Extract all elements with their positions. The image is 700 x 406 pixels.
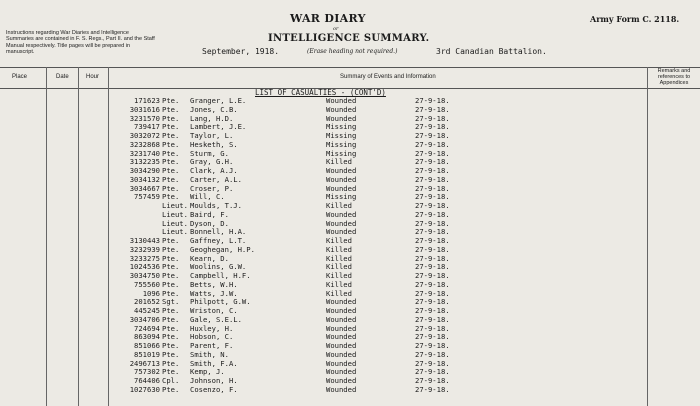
rank: Pte. [162, 332, 180, 342]
casualty-status: Missing [326, 148, 357, 158]
col-date: Date [56, 74, 69, 80]
soldier-name: Lambert, J.E. [190, 122, 247, 132]
soldier-name: Wriston, C. [190, 306, 238, 315]
casualty-date: 27-9-18. [415, 157, 450, 167]
casualty-status: Killed [326, 253, 352, 263]
rank: Pte. [162, 122, 180, 132]
casualty-date: 27-9-18. [415, 122, 450, 132]
casualty-date: 27-9-18. [415, 262, 450, 272]
service-number: 1024536 [129, 262, 160, 272]
service-number: 1096 [142, 288, 160, 298]
service-number: 863094 [134, 332, 160, 342]
casualty-status: Killed [326, 201, 352, 210]
col-summary: Summary of Events and Information [340, 74, 436, 80]
rank: Pte. [162, 288, 180, 298]
page-title: WAR DIARY [290, 12, 366, 25]
casualty-status: Wounded [326, 218, 357, 228]
col-hour: Hour [86, 74, 100, 80]
rank: Pte. [162, 113, 180, 123]
soldier-name: Huxley, H. [190, 323, 234, 333]
rank: Pte. [162, 166, 180, 175]
erase-note: (Erase heading not required.) [307, 48, 398, 55]
soldier-name: Hesketh, S. [190, 139, 238, 149]
soldier-name: Philpott, G.W. [190, 297, 251, 307]
rank: Pte. [162, 358, 180, 368]
service-number: 3232939 [129, 244, 160, 254]
soldier-name: Croser, P. [190, 183, 234, 193]
rank: Pte. [162, 323, 180, 333]
rank: Lieut. [162, 227, 188, 237]
casualty-status: Wounded [326, 209, 357, 219]
casualty-status: Killed [326, 262, 352, 272]
soldier-name: Betts, W.H. [190, 279, 238, 289]
casualty-date: 27-9-18. [415, 314, 450, 324]
casualty-date: 27-9-18. [415, 174, 450, 184]
soldier-name: Johnson, H. [190, 376, 238, 385]
service-number: 851019 [134, 349, 160, 359]
casualty-status: Missing [326, 122, 357, 132]
casualty-date: 27-9-18. [415, 271, 450, 280]
casualty-date: 27-9-18. [415, 218, 450, 228]
rank: Pte. [162, 183, 180, 193]
casualty-status: Wounded [326, 358, 357, 368]
rank: Pte. [162, 148, 180, 158]
unit-name: 3rd Canadian Battalion. [436, 47, 547, 56]
casualty-date: 27-9-18. [415, 227, 450, 237]
casualty-list [0, 97, 700, 395]
casualty-date: 27-9-18. [415, 306, 450, 315]
casualty-date: 27-9-18. [415, 349, 450, 359]
rank: Pte. [162, 262, 180, 272]
casualty-status: Wounded [326, 384, 357, 394]
rank: Lieut. [162, 201, 188, 210]
casualty-status: Missing [326, 131, 357, 140]
service-number: 3034750 [129, 271, 160, 280]
soldier-name: Geoghegan, H.P. [190, 244, 255, 254]
service-number: 3231740 [129, 148, 160, 158]
casualty-status: Wounded [326, 314, 357, 324]
casualty-status: Wounded [326, 349, 357, 359]
casualty-date: 27-9-18. [415, 288, 450, 298]
service-number: 1027630 [129, 384, 160, 394]
soldier-name: Granger, L.E. [190, 96, 247, 105]
casualty-status: Wounded [326, 174, 357, 184]
soldier-name: Gaffney, L.T. [190, 236, 247, 245]
soldier-name: Taylor, L. [190, 131, 234, 140]
service-number: 851066 [134, 341, 160, 350]
soldier-name: Baird, F. [190, 209, 229, 219]
rank: Pte. [162, 104, 180, 114]
service-number: 171623 [134, 96, 160, 105]
casualty-date: 27-9-18. [415, 323, 450, 333]
casualty-status: Wounded [326, 297, 357, 307]
casualty-date: 27-9-18. [415, 148, 450, 158]
rank: Sgt. [162, 297, 180, 307]
month-year: September, 1918. [202, 47, 280, 56]
rank: Lieut. [162, 218, 188, 228]
soldier-name: Campbell, H.F. [190, 271, 251, 280]
casualty-status: Missing [326, 192, 357, 202]
service-number: 2496713 [129, 358, 160, 368]
casualty-date: 27-9-18. [415, 332, 450, 342]
casualty-status: Wounded [326, 332, 357, 342]
casualty-date: 27-9-18. [415, 96, 450, 105]
service-number: 757302 [134, 367, 160, 377]
soldier-name: Kemp, J. [190, 367, 225, 377]
soldier-name: Smith, N. [190, 349, 229, 359]
casualty-status: Wounded [326, 104, 357, 114]
service-number: 3034132 [129, 174, 160, 184]
casualty-date: 27-9-18. [415, 183, 450, 193]
soldier-name: Sturm, G. [190, 148, 229, 158]
casualty-status: Wounded [326, 306, 357, 315]
rank: Pte. [162, 341, 180, 350]
service-number: 757459 [134, 192, 160, 202]
casualty-status: Killed [326, 157, 352, 167]
casualty-date: 27-9-18. [415, 297, 450, 307]
soldier-name: Dyson, D. [190, 218, 229, 228]
rank: Pte. [162, 384, 180, 394]
rank: Pte. [162, 253, 180, 263]
service-number: 3032072 [129, 131, 160, 140]
service-number: 3231570 [129, 113, 160, 123]
casualty-date: 27-9-18. [415, 279, 450, 289]
service-number: 3034667 [129, 183, 160, 193]
title-or: or [333, 26, 339, 32]
casualty-status: Wounded [326, 376, 357, 385]
casualty-date: 27-9-18. [415, 113, 450, 123]
casualty-status: Killed [326, 236, 352, 245]
rank: Pte. [162, 236, 180, 245]
casualty-status: Killed [326, 244, 352, 254]
casualty-date: 27-9-18. [415, 236, 450, 245]
table-row [0, 386, 700, 395]
service-number: 3233275 [129, 253, 160, 263]
service-number: 3034706 [129, 314, 160, 324]
casualty-status: Killed [326, 271, 352, 280]
soldier-name: Moulds, T.J. [190, 201, 242, 210]
casualty-status: Killed [326, 288, 352, 298]
service-number: 755560 [134, 279, 160, 289]
rank: Pte. [162, 349, 180, 359]
service-number: 739417 [134, 122, 160, 132]
casualty-status: Killed [326, 279, 352, 289]
rank: Pte. [162, 244, 180, 254]
soldier-name: Kearn, D. [190, 253, 229, 263]
rank: Pte. [162, 96, 180, 105]
soldier-name: Carter, A.L. [190, 174, 242, 184]
service-number: 724694 [134, 323, 160, 333]
casualty-date: 27-9-18. [415, 166, 450, 175]
soldier-name: Will, C. [190, 192, 225, 202]
casualty-date: 27-9-18. [415, 209, 450, 219]
soldier-name: Woolins, G.W. [190, 262, 247, 272]
soldier-name: Parent, F. [190, 341, 234, 350]
rank: Pte. [162, 157, 180, 167]
casualty-date: 27-9-18. [415, 376, 450, 385]
rank: Pte. [162, 306, 180, 315]
service-number: 3232868 [129, 139, 160, 149]
soldier-name: Watts, J.W. [190, 288, 238, 298]
soldier-name: Jones, C.B. [190, 104, 238, 114]
col-remarks: Remarks and references to Appendices [657, 68, 691, 86]
rank: Pte. [162, 367, 180, 377]
service-number: 445245 [134, 306, 160, 315]
service-number: 764406 [134, 376, 160, 385]
casualty-status: Wounded [326, 367, 357, 377]
rank: Pte. [162, 131, 180, 140]
instructions-note: Instructions regarding War Diaries and Intelligence Summaries are contained in F. S. Regs., Part II. and the Staff Manual respectively. Title pages will be prepared in manuscript. [6, 30, 155, 56]
service-number: 3132235 [129, 157, 160, 167]
rank: Lieut. [162, 209, 188, 219]
casualty-status: Wounded [326, 227, 357, 237]
casualty-date: 27-9-18. [415, 192, 450, 202]
rank: Pte. [162, 174, 180, 184]
casualty-date: 27-9-18. [415, 358, 450, 368]
casualty-status: Wounded [326, 323, 357, 333]
casualty-date: 27-9-18. [415, 104, 450, 114]
soldier-name: Lang, H.D. [190, 113, 234, 123]
casualty-date: 27-9-18. [415, 367, 450, 377]
soldier-name: Bonnell, H.A. [190, 227, 247, 237]
rank: Pte. [162, 279, 180, 289]
page-subtitle: INTELLIGENCE SUMMARY. [268, 33, 430, 44]
service-number: 3031616 [129, 104, 160, 114]
casualty-status: Wounded [326, 183, 357, 193]
rank: Pte. [162, 192, 180, 202]
casualty-date: 27-9-18. [415, 341, 450, 350]
casualty-status: Wounded [326, 113, 357, 123]
service-number: 3034290 [129, 166, 160, 175]
col-place: Place [12, 74, 28, 80]
form-number: Army Form C. 2118. [590, 14, 680, 24]
casualty-date: 27-9-18. [415, 244, 450, 254]
casualty-status: Wounded [326, 341, 357, 350]
soldier-name: Hobson, C. [190, 332, 234, 342]
rank: Pte. [162, 314, 180, 324]
soldier-name: Clark, A.J. [190, 166, 238, 175]
casualty-status: Wounded [326, 166, 357, 175]
service-number: 201652 [134, 297, 160, 307]
soldier-name: Smith, F.A. [190, 358, 238, 368]
rank: Pte. [162, 139, 180, 149]
rank: Pte. [162, 271, 180, 280]
service-number: 3130443 [129, 236, 160, 245]
soldier-name: Gray, G.H. [190, 157, 234, 167]
column-header-bar [0, 67, 700, 89]
casualty-date: 27-9-18. [415, 253, 450, 263]
rank: Cpl. [162, 376, 180, 385]
casualty-date: 27-9-18. [415, 131, 450, 140]
casualty-status: Missing [326, 139, 357, 149]
casualty-status: Wounded [326, 96, 357, 105]
soldier-name: Cosenzo, F. [190, 384, 238, 394]
list-title: LIST OF CASUALTIES - (CONT'D) [255, 88, 386, 97]
casualty-date: 27-9-18. [415, 384, 450, 394]
soldier-name: Gale, S.E.L. [190, 314, 242, 324]
casualty-date: 27-9-18. [415, 139, 450, 149]
casualty-date: 27-9-18. [415, 201, 450, 210]
